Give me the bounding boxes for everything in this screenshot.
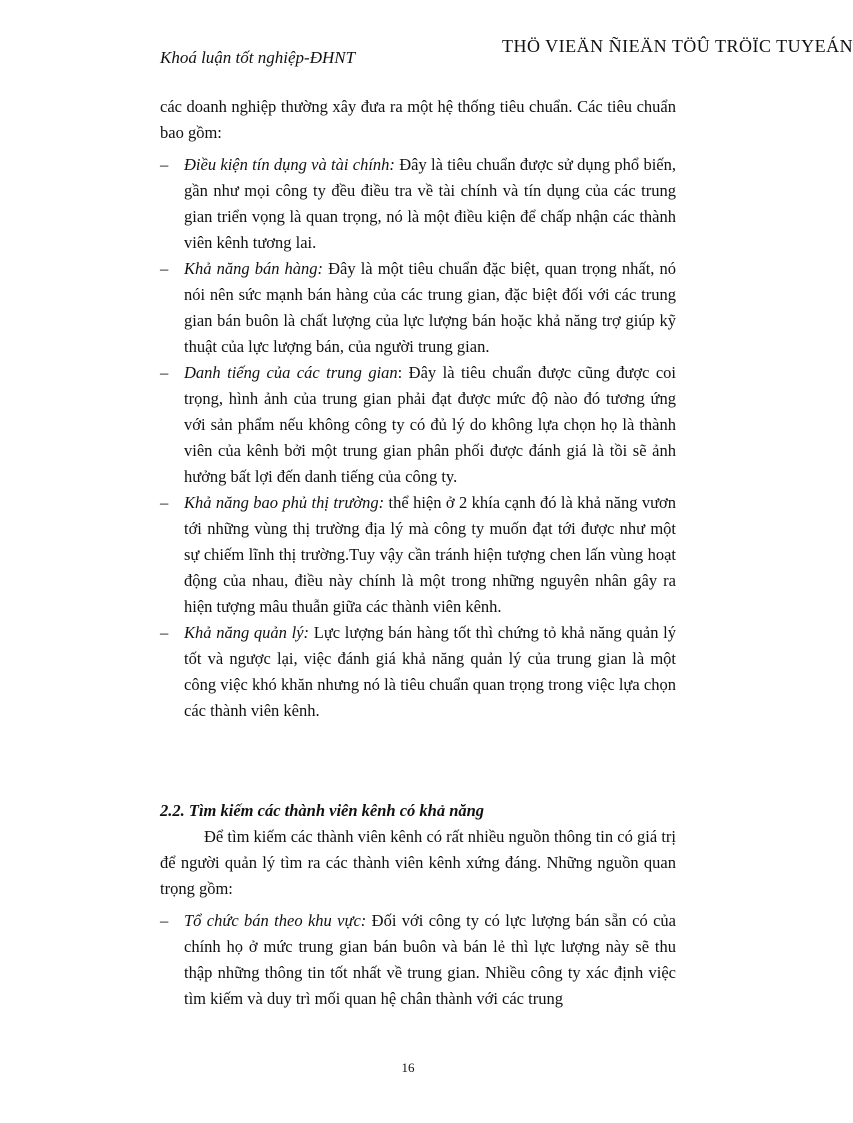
list-item-term: Khả năng bao phủ thị trường:: [184, 493, 385, 512]
section1-intro: các doanh nghiệp thường xây đưa ra một hệ thống tiêu chuẩn. Các tiêu chuẩn bao gồm:: [160, 97, 676, 142]
dash-icon: –: [160, 363, 169, 382]
list-item-term: Khả năng bán hàng:: [184, 259, 324, 278]
document-body: [160, 94, 676, 1012]
sources-list: [160, 908, 676, 1012]
list-item-term: Điều kiện tín dụng và tài chính:: [184, 155, 395, 174]
dash-icon: –: [160, 259, 169, 278]
criteria-list: [160, 152, 676, 724]
section2-intro: Để tìm kiếm các thành viên kênh có rất nhiều nguồn thông tin có giá trị để người quản lý tìm ra các thành viên kênh xứng đáng. Những nguồn quan trọng gồm:: [160, 827, 676, 898]
section-heading: 2.2. Tìm kiếm các thành viên kênh có khả năng: [160, 801, 485, 820]
list-item: [160, 360, 676, 490]
list-item-text: thể hiện ở 2 khía cạnh đó là khả năng vươn tới những vùng thị trường địa lý mà công ty muốn đạt tới được như một sự chiếm lĩnh thị trường.Tuy vậy cần tránh hiện tượng chen lấn vùng hoạt động của nhau, điều này chính là một trong những nguyên nhân gây ra hiện tượng mâu thuẫn giữa các thành viên kênh.: [184, 493, 676, 616]
list-item-term: Khả năng quản lý:: [184, 623, 310, 642]
list-item-term: Danh tiếng của các trung gian: [184, 363, 398, 382]
list-item: [160, 256, 676, 360]
list-item: [160, 490, 676, 620]
list-item-term: Tổ chức bán theo khu vực:: [184, 911, 367, 930]
page-number: 16: [401, 1060, 415, 1075]
dash-icon: –: [160, 493, 169, 512]
list-item-text: Đây là một tiêu chuẩn đặc biệt, quan trọng nhất, nó nói nên sức mạnh bán hàng của các trung gian, đặc biệt đối với các trung gian bán buôn là chất lượng của lực lượng bán hoặc khả năng trợ giúp kỹ thuật của lực lượng bán, của người trung gian.: [184, 259, 677, 356]
list-item-text: : Đây là tiêu chuẩn được cũng được coi trọng, hình ảnh của trung gian phải đạt được mức độ nào đó tương ứng với sản phẩm nếu không công ty có đủ lý do không lựa chọn họ là thành viên của kênh bởi một trung gian phân phối được đánh giá là tồi sẽ ảnh hưởng bất lợi đến danh tiếng của công ty.: [184, 363, 676, 486]
list-item: [160, 908, 676, 1012]
dash-icon: –: [160, 155, 169, 174]
dash-icon: –: [160, 911, 169, 930]
list-item: [160, 620, 676, 724]
header-right-title: THÖ VIEÄN ÑIEÄN TÖÛ TRÖÏC TUYEÁN: [502, 36, 853, 56]
list-item-text: Đây là tiêu chuẩn được sử dụng phổ biến, gần như mọi công ty đều điều tra về tài chính và tín dụng của các trung gian triển vọng là quan trọng, nó là một điều kiện để chấp nhận các thành viên kênh tương lai.: [184, 155, 676, 252]
header-left-title: Khoá luận tốt nghiệp-ĐHNT: [160, 48, 356, 67]
list-item: [160, 152, 676, 256]
list-item-text: Lực lượng bán hàng tốt thì chứng tỏ khả năng quản lý tốt và ngược lại, việc đánh giá khả năng quản lý của trung gian là một công việc khó khăn nhưng nó là tiêu chuẩn quan trọng trong việc lựa chọn các thành viên kênh.: [184, 623, 676, 720]
section-2: [160, 798, 676, 1012]
dash-icon: –: [160, 623, 169, 642]
list-item-text: Đối với công ty có lực lượng bán sẵn có của chính họ ở mức trung gian bán buôn và bán lẻ thì lực lượng này sẽ thu thập những thông tin tốt nhất về trung gian. Nhiều công ty xác định việc tìm kiếm và duy trì mối quan hệ chân thành với các trung: [184, 911, 676, 1008]
